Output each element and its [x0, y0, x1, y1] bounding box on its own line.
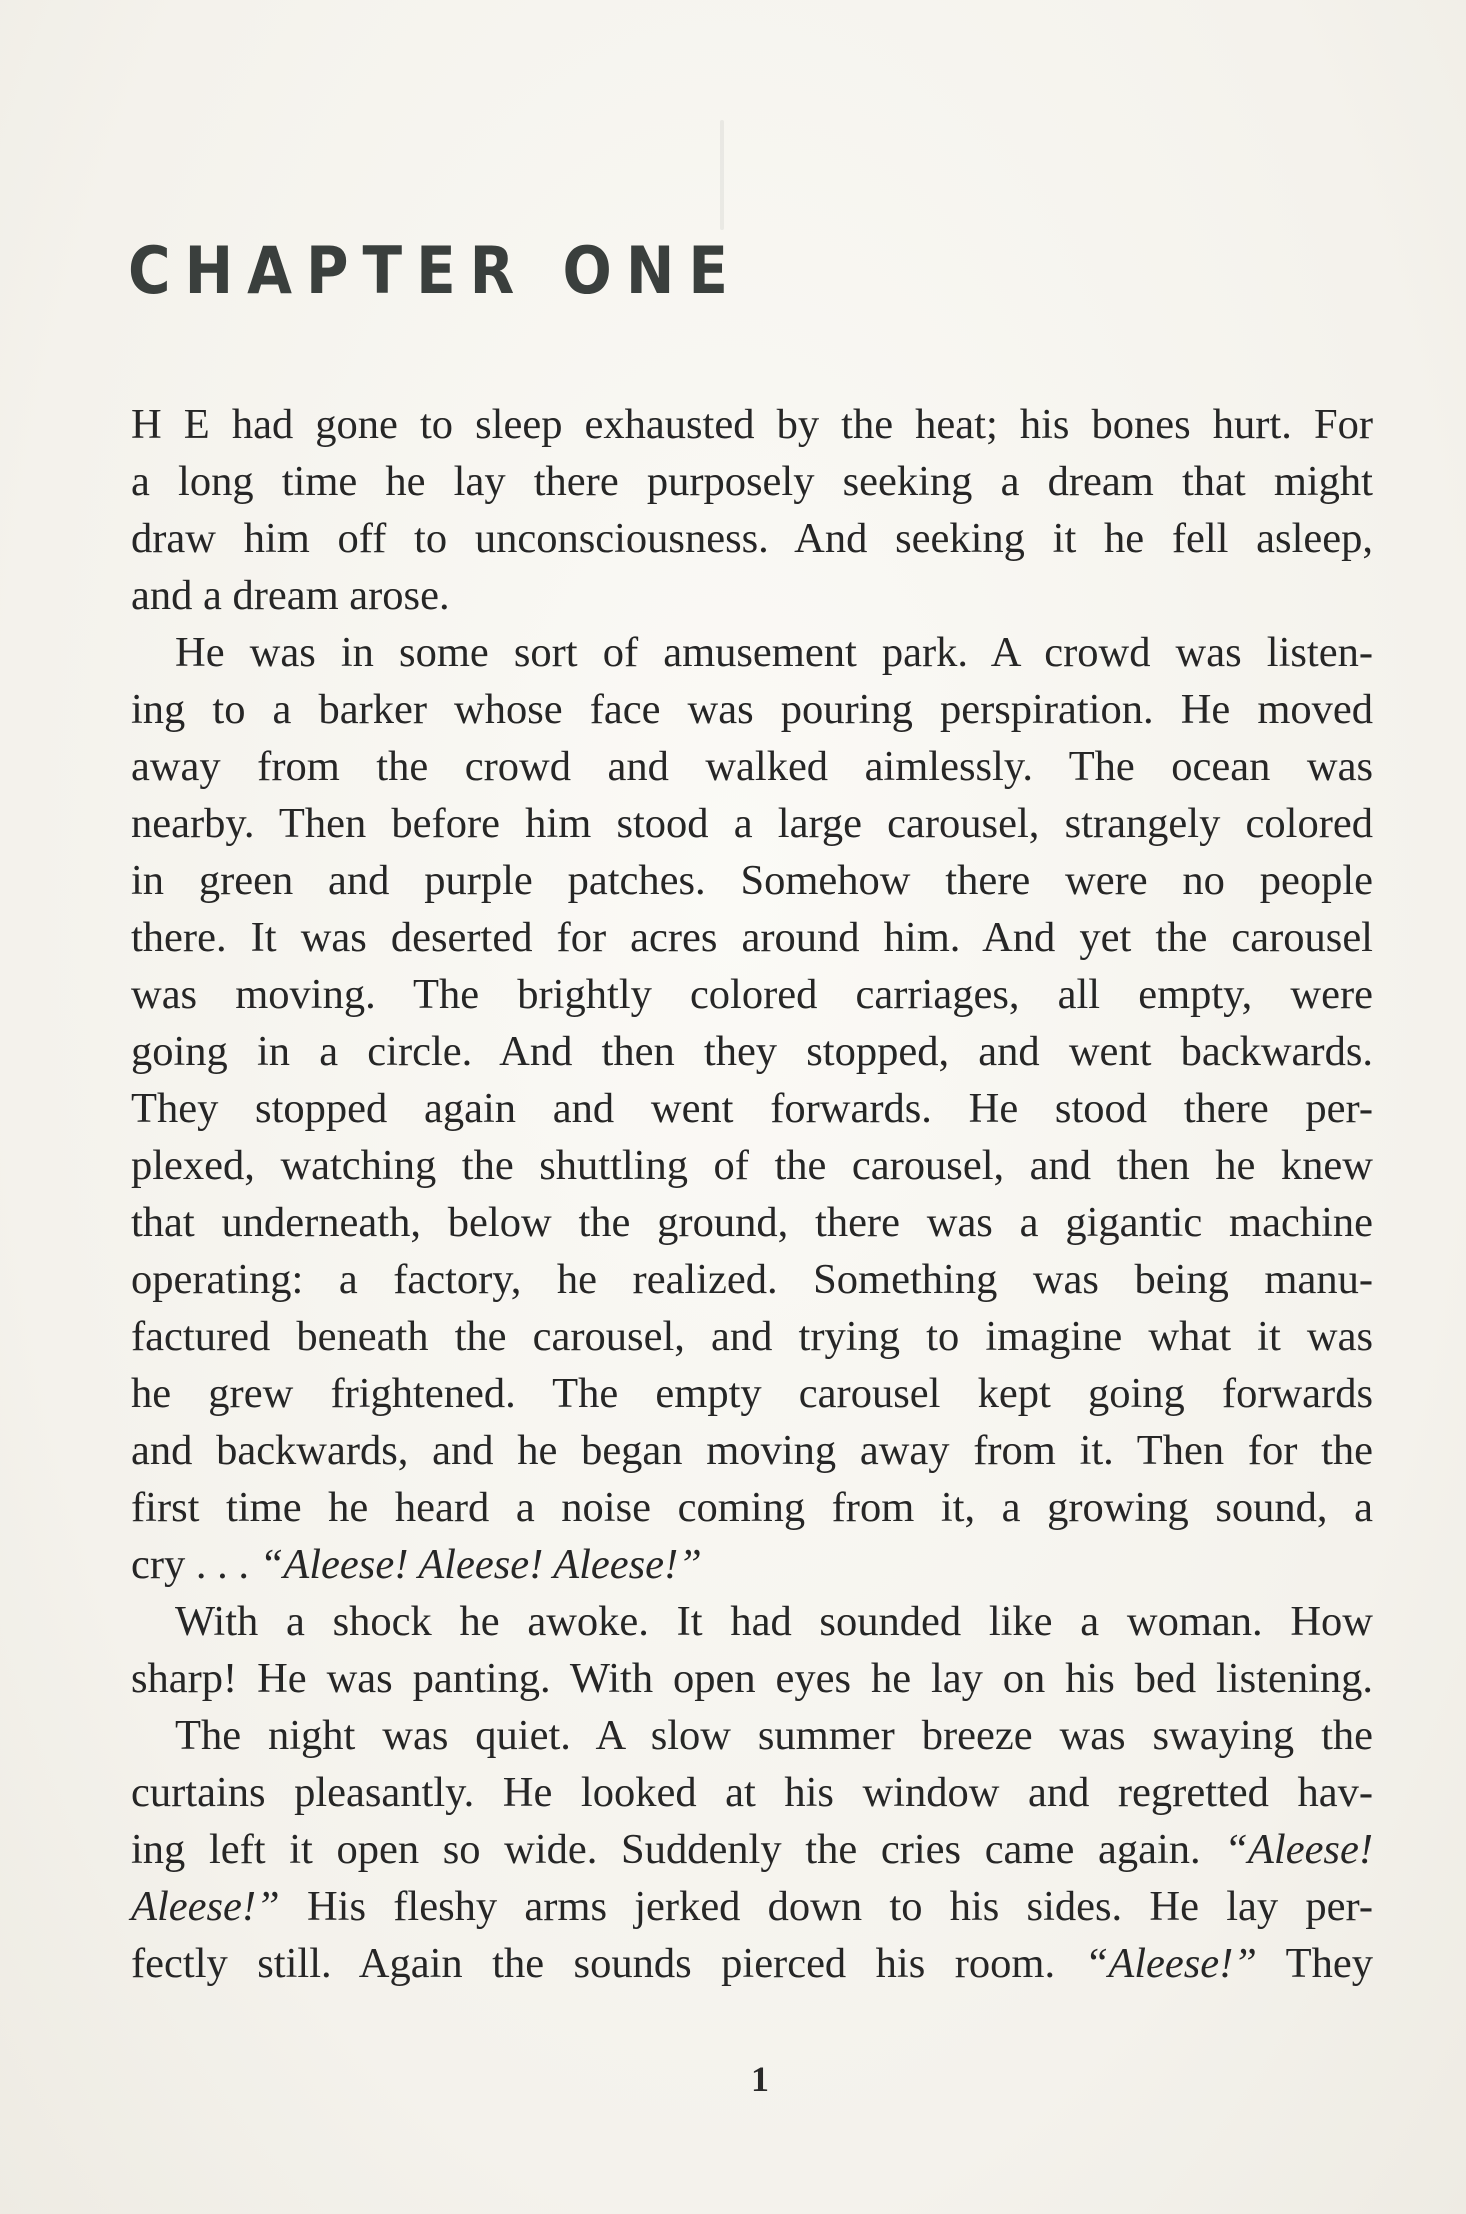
line-text: draw him off to unconsciousness. And seeking it he fell asleep,	[131, 515, 1373, 562]
show-through-mark	[720, 120, 724, 230]
text-line	[131, 1593, 1373, 1650]
italic-text: “Aleese!”	[1084, 1940, 1257, 1987]
text-line	[131, 1422, 1373, 1479]
italic-text: Aleese!”	[131, 1883, 280, 1930]
line-text: was moving. The brightly colored carriages, all empty, were	[131, 971, 1373, 1018]
text-line	[131, 1878, 1373, 1935]
italic-text: “Aleese! Aleese! Aleese!”	[259, 1541, 702, 1588]
line-text: His fleshy arms jerked down to his sides. He lay per-	[279, 1883, 1373, 1930]
line-text: He was in some sort of amusement park. A crowd was listen-	[175, 629, 1373, 676]
line-text: The night was quiet. A slow summer breeze was swaying the	[175, 1712, 1373, 1759]
line-text: that underneath, below the ground, there was a gigantic machine	[131, 1199, 1373, 1246]
text-line	[131, 1536, 1373, 1593]
text-line	[131, 795, 1373, 852]
italic-text: “Aleese!	[1224, 1826, 1373, 1873]
line-text: ing left it open so wide. Suddenly the cries came again.	[131, 1826, 1225, 1873]
line-text: cry . . .	[131, 1541, 260, 1588]
chapter-body-text	[131, 396, 1373, 1992]
line-text: fectly still. Again the sounds pierced his room.	[131, 1940, 1085, 1987]
text-line	[131, 396, 1373, 453]
text-line	[131, 1707, 1373, 1764]
page-number: 1	[751, 2059, 769, 2099]
text-line	[131, 1080, 1373, 1137]
text-line	[131, 1764, 1373, 1821]
text-line	[131, 1194, 1373, 1251]
line-text: nearby. Then before him stood a large carousel, strangely colored	[131, 800, 1373, 847]
line-text: factured beneath the carousel, and trying to imagine what it was	[131, 1313, 1373, 1360]
text-line	[131, 1251, 1373, 1308]
text-line	[131, 1935, 1373, 1992]
text-line	[131, 510, 1373, 567]
line-text: operating: a factory, he realized. Something was being manu-	[131, 1256, 1373, 1303]
line-text: away from the crowd and walked aimlessly. The ocean was	[131, 743, 1373, 790]
text-line	[131, 624, 1373, 681]
text-line	[131, 567, 1373, 624]
line-text: and a dream arose.	[131, 572, 450, 619]
line-text: going in a circle. And then they stopped, and went backwards.	[131, 1028, 1373, 1075]
text-line	[131, 1308, 1373, 1365]
line-text: and backwards, and he began moving away from it. Then for the	[131, 1427, 1373, 1474]
chapter-heading: CHAPTER ONE	[128, 232, 743, 309]
line-text: he grew frightened. The empty carousel kept going forwards	[131, 1370, 1373, 1417]
line-text: sharp! He was panting. With open eyes he lay on his bed listening.	[131, 1655, 1373, 1702]
line-text: a long time he lay there purposely seeking a dream that might	[131, 458, 1373, 505]
line-text: They	[1256, 1940, 1373, 1987]
text-line	[131, 1650, 1373, 1707]
line-text: there. It was deserted for acres around him. And yet the carousel	[131, 914, 1373, 961]
line-text: in green and purple patches. Somehow there were no people	[131, 857, 1373, 904]
text-line	[131, 1479, 1373, 1536]
line-text: plexed, watching the shuttling of the carousel, and then he knew	[131, 1142, 1373, 1189]
text-line	[131, 1821, 1373, 1878]
text-line	[131, 909, 1373, 966]
text-line	[131, 1137, 1373, 1194]
line-text: With a shock he awoke. It had sounded like a woman. How	[175, 1598, 1373, 1645]
text-line	[131, 1023, 1373, 1080]
text-line	[131, 738, 1373, 795]
line-text: H E had gone to sleep exhausted by the heat; his bones hurt. For	[131, 401, 1373, 448]
text-line	[131, 966, 1373, 1023]
text-line	[131, 1365, 1373, 1422]
line-text: They stopped again and went forwards. He stood there per-	[131, 1085, 1373, 1132]
line-text: ing to a barker whose face was pouring perspiration. He moved	[131, 686, 1373, 733]
line-text: first time he heard a noise coming from it, a growing sound, a	[131, 1484, 1373, 1531]
text-line	[131, 453, 1373, 510]
text-line	[131, 681, 1373, 738]
text-line	[131, 852, 1373, 909]
line-text: curtains pleasantly. He looked at his window and regretted hav-	[131, 1769, 1373, 1816]
